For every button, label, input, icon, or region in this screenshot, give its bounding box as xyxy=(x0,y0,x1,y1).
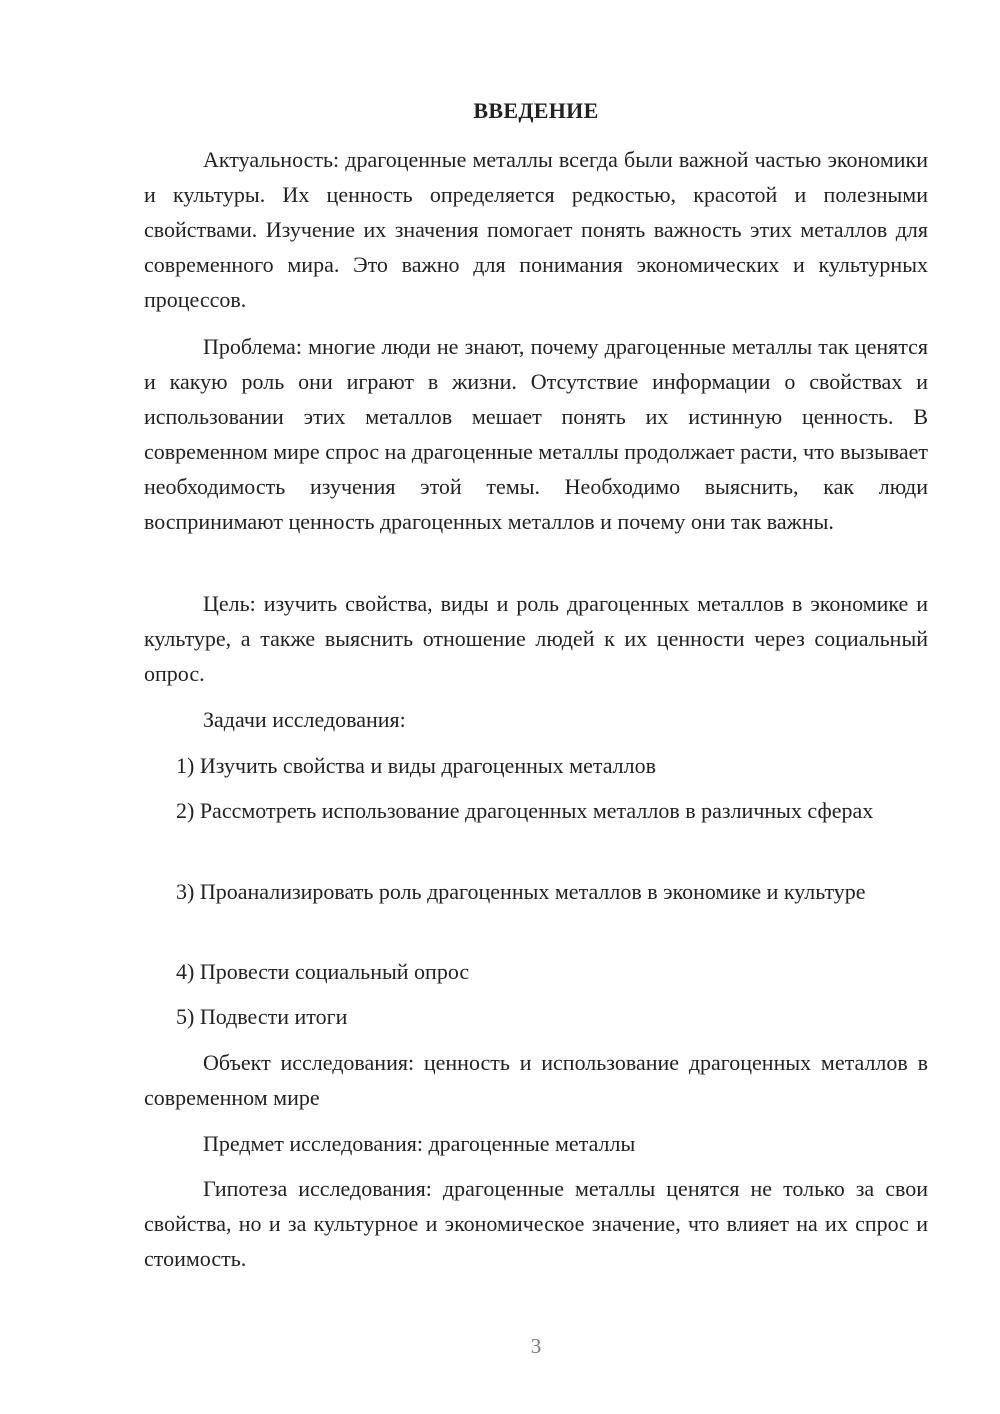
goal-paragraph: Цель: изучить свойства, виды и роль драгоценных металлов в экономике и культуре, а также выяснить отношение людей к их ценности через социальный опрос. xyxy=(144,591,928,686)
relevance-paragraph: Актуальность: драгоценные металлы всегда были важной частью экономики и культуры. Их ценность определяется редкостью, красотой и полезными свойствами. Изучение их значения помогает понять важность этих металлов для современного мира. Это важно для понимания экономических и культурных процессов. xyxy=(144,147,928,312)
page-title: ВВЕДЕНИЕ xyxy=(473,98,599,123)
object-paragraph: Объект исследования: ценность и использование драгоценных металлов в современном мире xyxy=(144,1050,928,1110)
problem-paragraph: Проблема: многие люди не знают, почему драгоценные металлы так ценятся и какую роль они играют в жизни. Отсутствие информации о свойствах и использовании этих металлов мешает понять их истинную ценность. В современном мире спрос на драгоценные металлы продолжает расти, что вызывает необходимость изучения этой темы. Необходимо выяснить, как люди воспринимают ценность драгоценных металлов и почему они так важны. xyxy=(144,334,928,534)
subject-paragraph: Предмет исследования: драгоценные металлы xyxy=(203,1131,636,1156)
task-item-2: 2) Рассмотреть использование драгоценных металлов в различных сферах xyxy=(176,798,874,823)
tasks-heading: Задачи исследования: xyxy=(203,707,406,732)
task-item-1: 1) Изучить свойства и виды драгоценных металлов xyxy=(176,753,657,778)
hypothesis-paragraph: Гипотеза исследования: драгоценные металлы ценятся не только за свои свойства, но и за культурное и экономическое значение, что влияет на их спрос и стоимость. xyxy=(144,1176,928,1271)
task-item-4: 4) Провести социальный опрос xyxy=(176,959,470,984)
page-number: 3 xyxy=(530,1334,542,1358)
task-item-3: 3) Проанализировать роль драгоценных металлов в экономике и культуре xyxy=(176,879,866,904)
task-item-5: 5) Подвести итоги xyxy=(176,1004,348,1029)
